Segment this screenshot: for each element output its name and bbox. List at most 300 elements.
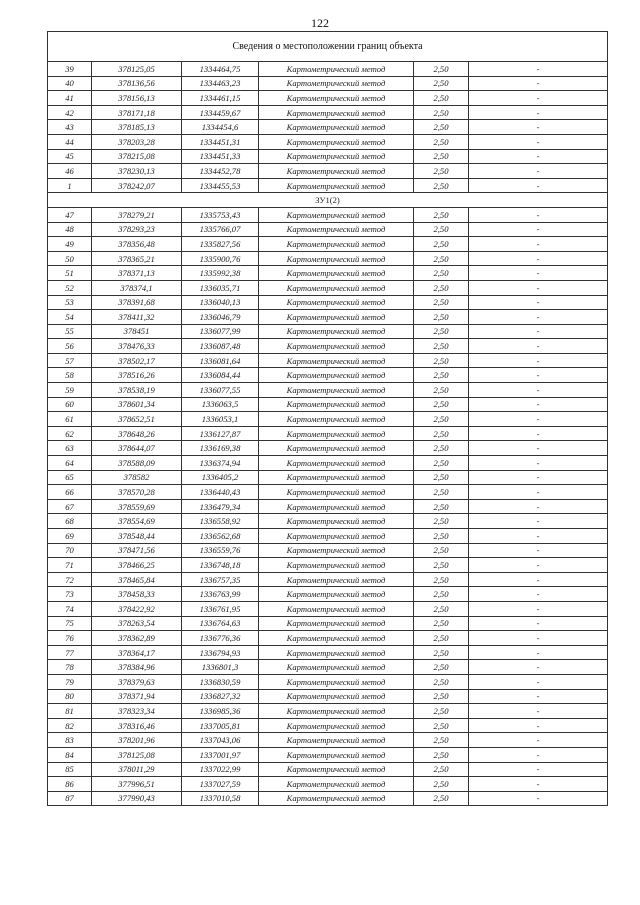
cell-description: - <box>469 747 608 762</box>
cell-coord-x: 378570,28 <box>92 485 182 500</box>
cell-accuracy: 2,50 <box>414 383 469 398</box>
cell-coord-y: 1336440,43 <box>182 485 259 500</box>
cell-accuracy: 2,50 <box>414 543 469 558</box>
cell-coord-x: 378201,96 <box>92 733 182 748</box>
cell-point-number: 44 <box>48 134 92 149</box>
cell-point-number: 39 <box>48 62 92 77</box>
cell-coord-y: 1336830,59 <box>182 674 259 689</box>
cell-method: Картометрический метод <box>259 529 414 544</box>
cell-point-number: 82 <box>48 718 92 733</box>
cell-method: Картометрический метод <box>259 747 414 762</box>
table-title: Сведения о местоположении границ объекта <box>48 32 608 62</box>
table-row <box>48 149 608 164</box>
cell-method: Картометрический метод <box>259 149 414 164</box>
cell-description: - <box>469 280 608 295</box>
cell-description: - <box>469 105 608 120</box>
cell-coord-y: 1336776,36 <box>182 631 259 646</box>
cell-point-number: 46 <box>48 164 92 179</box>
table-row <box>48 747 608 762</box>
table-row <box>48 120 608 135</box>
cell-accuracy: 2,50 <box>414 689 469 704</box>
cell-point-number: 87 <box>48 791 92 806</box>
cell-accuracy: 2,50 <box>414 631 469 646</box>
cell-method: Картометрический метод <box>259 601 414 616</box>
cell-coord-y: 1336405,2 <box>182 470 259 485</box>
cell-coord-x: 378365,21 <box>92 251 182 266</box>
cell-coord-y: 1336757,35 <box>182 572 259 587</box>
cell-point-number: 76 <box>48 631 92 646</box>
cell-coord-x: 378502,17 <box>92 353 182 368</box>
cell-point-number: 61 <box>48 412 92 427</box>
cell-description: - <box>469 295 608 310</box>
cell-description: - <box>469 266 608 281</box>
table-row <box>48 105 608 120</box>
cell-method: Картометрический метод <box>259 718 414 733</box>
cell-accuracy: 2,50 <box>414 120 469 135</box>
cell-coord-x: 378316,46 <box>92 718 182 733</box>
cell-accuracy: 2,50 <box>414 674 469 689</box>
cell-accuracy: 2,50 <box>414 572 469 587</box>
table-row <box>48 529 608 544</box>
cell-accuracy: 2,50 <box>414 222 469 237</box>
cell-accuracy: 2,50 <box>414 105 469 120</box>
cell-coord-y: 1336077,99 <box>182 324 259 339</box>
cell-coord-y: 1336559,76 <box>182 543 259 558</box>
cell-method: Картометрический метод <box>259 689 414 704</box>
cell-coord-y: 1336040,13 <box>182 295 259 310</box>
cell-method: Картометрический метод <box>259 572 414 587</box>
cell-method: Картометрический метод <box>259 660 414 675</box>
cell-point-number: 80 <box>48 689 92 704</box>
cell-description: - <box>469 339 608 354</box>
cell-point-number: 48 <box>48 222 92 237</box>
cell-point-number: 77 <box>48 645 92 660</box>
cell-coord-x: 378242,07 <box>92 178 182 193</box>
cell-description: - <box>469 499 608 514</box>
cell-accuracy: 2,50 <box>414 266 469 281</box>
cell-method: Картометрический метод <box>259 762 414 777</box>
cell-point-number: 1 <box>48 178 92 193</box>
table-row <box>48 207 608 222</box>
cell-point-number: 64 <box>48 456 92 471</box>
cell-point-number: 69 <box>48 529 92 544</box>
table-row <box>48 543 608 558</box>
cell-coord-x: 378644,07 <box>92 441 182 456</box>
cell-method: Картометрический метод <box>259 674 414 689</box>
cell-accuracy: 2,50 <box>414 601 469 616</box>
cell-description: - <box>469 718 608 733</box>
cell-description: - <box>469 120 608 135</box>
cell-coord-x: 378374,1 <box>92 280 182 295</box>
table-row <box>48 441 608 456</box>
cell-coord-x: 378466,25 <box>92 558 182 573</box>
cell-coord-x: 378125,08 <box>92 747 182 762</box>
table-row <box>48 762 608 777</box>
cell-coord-x: 378230,13 <box>92 164 182 179</box>
table-row <box>48 485 608 500</box>
cell-description: - <box>469 412 608 427</box>
cell-accuracy: 2,50 <box>414 558 469 573</box>
cell-point-number: 84 <box>48 747 92 762</box>
table-row <box>48 412 608 427</box>
cell-method: Картометрический метод <box>259 266 414 281</box>
cell-method: Картометрический метод <box>259 631 414 646</box>
cell-coord-x: 378391,68 <box>92 295 182 310</box>
cell-coord-y: 1335992,38 <box>182 266 259 281</box>
cell-description: - <box>469 558 608 573</box>
cell-coord-x: 378451 <box>92 324 182 339</box>
cell-coord-y: 1337022,99 <box>182 762 259 777</box>
cell-coord-x: 378554,69 <box>92 514 182 529</box>
table-row <box>48 310 608 325</box>
cell-accuracy: 2,50 <box>414 529 469 544</box>
cell-method: Картометрический метод <box>259 120 414 135</box>
cell-point-number: 59 <box>48 383 92 398</box>
cell-coord-y: 1336801,3 <box>182 660 259 675</box>
cell-coord-y: 1337001,97 <box>182 747 259 762</box>
cell-point-number: 41 <box>48 91 92 106</box>
cell-coord-y: 1334452,78 <box>182 164 259 179</box>
cell-coord-y: 1336748,18 <box>182 558 259 573</box>
cell-coord-x: 378559,69 <box>92 499 182 514</box>
cell-coord-y: 1336827,32 <box>182 689 259 704</box>
cell-method: Картометрический метод <box>259 91 414 106</box>
cell-description: - <box>469 470 608 485</box>
cell-coord-x: 378156,13 <box>92 91 182 106</box>
table-row <box>48 791 608 806</box>
cell-method: Картометрический метод <box>259 251 414 266</box>
table-row <box>48 339 608 354</box>
table-row <box>48 266 608 281</box>
cell-coord-y: 1336077,55 <box>182 383 259 398</box>
cell-accuracy: 2,50 <box>414 441 469 456</box>
cell-coord-x: 378384,96 <box>92 660 182 675</box>
cell-accuracy: 2,50 <box>414 485 469 500</box>
cell-description: - <box>469 704 608 719</box>
cell-accuracy: 2,50 <box>414 412 469 427</box>
cell-coord-y: 1336046,79 <box>182 310 259 325</box>
cell-accuracy: 2,50 <box>414 91 469 106</box>
title-row <box>48 32 608 62</box>
cell-coord-x: 378652,51 <box>92 412 182 427</box>
cell-accuracy: 2,50 <box>414 426 469 441</box>
table-row <box>48 689 608 704</box>
cell-method: Картометрический метод <box>259 222 414 237</box>
cell-coord-y: 1336087,48 <box>182 339 259 354</box>
cell-point-number: 53 <box>48 295 92 310</box>
cell-coord-x: 378356,48 <box>92 237 182 252</box>
cell-coord-y: 1334464,75 <box>182 62 259 77</box>
cell-method: Картометрический метод <box>259 383 414 398</box>
cell-accuracy: 2,50 <box>414 310 469 325</box>
cell-coord-x: 378548,44 <box>92 529 182 544</box>
cell-description: - <box>469 762 608 777</box>
cell-point-number: 54 <box>48 310 92 325</box>
cell-coord-x: 378011,29 <box>92 762 182 777</box>
cell-method: Картометрический метод <box>259 397 414 412</box>
table-row <box>48 324 608 339</box>
cell-coord-y: 1334461,15 <box>182 91 259 106</box>
table-row <box>48 222 608 237</box>
cell-point-number: 57 <box>48 353 92 368</box>
cell-method: Картометрический метод <box>259 485 414 500</box>
cell-point-number: 67 <box>48 499 92 514</box>
cell-point-number: 72 <box>48 572 92 587</box>
cell-method: Картометрический метод <box>259 134 414 149</box>
cell-accuracy: 2,50 <box>414 149 469 164</box>
table-row <box>48 631 608 646</box>
cell-method: Картометрический метод <box>259 543 414 558</box>
cell-description: - <box>469 485 608 500</box>
cell-description: - <box>469 383 608 398</box>
cell-coord-y: 1334459,67 <box>182 105 259 120</box>
cell-point-number: 81 <box>48 704 92 719</box>
cell-coord-x: 378538,19 <box>92 383 182 398</box>
cell-method: Картометрический метод <box>259 324 414 339</box>
cell-point-number: 85 <box>48 762 92 777</box>
cell-description: - <box>469 660 608 675</box>
cell-coord-y: 1337010,58 <box>182 791 259 806</box>
cell-description: - <box>469 222 608 237</box>
cell-coord-y: 1335900,76 <box>182 251 259 266</box>
table-row <box>48 76 608 91</box>
cell-coord-y: 1335827,56 <box>182 237 259 252</box>
cell-method: Картометрический метод <box>259 310 414 325</box>
cell-method: Картометрический метод <box>259 587 414 602</box>
cell-method: Картометрический метод <box>259 237 414 252</box>
cell-description: - <box>469 134 608 149</box>
cell-accuracy: 2,50 <box>414 62 469 77</box>
boundary-coordinates-table <box>47 31 608 806</box>
cell-coord-y: 1336169,38 <box>182 441 259 456</box>
cell-accuracy: 2,50 <box>414 747 469 762</box>
cell-coord-y: 1336084,44 <box>182 368 259 383</box>
cell-coord-x: 378476,33 <box>92 339 182 354</box>
cell-coord-x: 378323,34 <box>92 704 182 719</box>
table-row <box>48 426 608 441</box>
cell-coord-x: 378279,21 <box>92 207 182 222</box>
cell-point-number: 78 <box>48 660 92 675</box>
cell-method: Картометрический метод <box>259 353 414 368</box>
cell-method: Картометрический метод <box>259 105 414 120</box>
cell-description: - <box>469 164 608 179</box>
cell-accuracy: 2,50 <box>414 456 469 471</box>
table-row <box>48 704 608 719</box>
table-row <box>48 295 608 310</box>
table-row <box>48 601 608 616</box>
cell-point-number: 58 <box>48 368 92 383</box>
cell-coord-x: 378516,26 <box>92 368 182 383</box>
cell-coord-x: 378185,13 <box>92 120 182 135</box>
table-row <box>48 456 608 471</box>
cell-accuracy: 2,50 <box>414 251 469 266</box>
cell-accuracy: 2,50 <box>414 733 469 748</box>
cell-coord-y: 1336562,68 <box>182 529 259 544</box>
cell-coord-x: 378411,32 <box>92 310 182 325</box>
group-label: ЗУ1(2) <box>48 193 608 208</box>
cell-coord-y: 1334463,23 <box>182 76 259 91</box>
cell-description: - <box>469 543 608 558</box>
cell-coord-x: 378293,23 <box>92 222 182 237</box>
cell-description: - <box>469 397 608 412</box>
cell-coord-x: 378465,84 <box>92 572 182 587</box>
cell-accuracy: 2,50 <box>414 353 469 368</box>
table-row <box>48 718 608 733</box>
cell-description: - <box>469 91 608 106</box>
cell-point-number: 60 <box>48 397 92 412</box>
cell-method: Картометрический метод <box>259 456 414 471</box>
table-row <box>48 397 608 412</box>
cell-coord-x: 378422,92 <box>92 601 182 616</box>
cell-method: Картометрический метод <box>259 514 414 529</box>
cell-method: Картометрический метод <box>259 470 414 485</box>
cell-accuracy: 2,50 <box>414 616 469 631</box>
cell-point-number: 70 <box>48 543 92 558</box>
cell-coord-x: 378458,33 <box>92 587 182 602</box>
cell-accuracy: 2,50 <box>414 514 469 529</box>
cell-point-number: 68 <box>48 514 92 529</box>
page-number: 122 <box>311 16 329 30</box>
cell-point-number: 56 <box>48 339 92 354</box>
cell-method: Картометрический метод <box>259 368 414 383</box>
cell-coord-x: 378136,56 <box>92 76 182 91</box>
cell-method: Картометрический метод <box>259 704 414 719</box>
cell-coord-x: 378588,09 <box>92 456 182 471</box>
table-body <box>48 32 608 806</box>
cell-description: - <box>469 674 608 689</box>
cell-description: - <box>469 587 608 602</box>
cell-point-number: 66 <box>48 485 92 500</box>
table-row <box>48 587 608 602</box>
cell-description: - <box>469 514 608 529</box>
cell-point-number: 55 <box>48 324 92 339</box>
cell-coord-x: 378171,18 <box>92 105 182 120</box>
cell-method: Картометрический метод <box>259 426 414 441</box>
cell-point-number: 79 <box>48 674 92 689</box>
cell-description: - <box>469 178 608 193</box>
cell-method: Картометрический метод <box>259 178 414 193</box>
cell-coord-x: 378364,17 <box>92 645 182 660</box>
cell-coord-y: 1336985,36 <box>182 704 259 719</box>
cell-point-number: 86 <box>48 777 92 792</box>
table-row <box>48 368 608 383</box>
cell-method: Картометрический метод <box>259 164 414 179</box>
cell-coord-y: 1334451,31 <box>182 134 259 149</box>
cell-method: Картометрический метод <box>259 791 414 806</box>
cell-coord-y: 1336035,71 <box>182 280 259 295</box>
cell-accuracy: 2,50 <box>414 777 469 792</box>
group-row <box>48 193 608 208</box>
cell-point-number: 75 <box>48 616 92 631</box>
table-row <box>48 616 608 631</box>
cell-accuracy: 2,50 <box>414 178 469 193</box>
cell-accuracy: 2,50 <box>414 324 469 339</box>
table-row <box>48 558 608 573</box>
table-row <box>48 499 608 514</box>
cell-accuracy: 2,50 <box>414 164 469 179</box>
boundary-coordinates-sheet <box>47 31 607 806</box>
cell-coord-y: 1336763,99 <box>182 587 259 602</box>
cell-description: - <box>469 237 608 252</box>
cell-description: - <box>469 601 608 616</box>
cell-coord-y: 1335753,43 <box>182 207 259 222</box>
cell-point-number: 50 <box>48 251 92 266</box>
cell-coord-x: 378362,89 <box>92 631 182 646</box>
table-row <box>48 777 608 792</box>
table-row <box>48 237 608 252</box>
cell-method: Картометрический метод <box>259 207 414 222</box>
table-row <box>48 353 608 368</box>
cell-accuracy: 2,50 <box>414 660 469 675</box>
cell-description: - <box>469 251 608 266</box>
cell-method: Картометрический метод <box>259 62 414 77</box>
table-row <box>48 660 608 675</box>
cell-description: - <box>469 76 608 91</box>
table-row <box>48 164 608 179</box>
table-row <box>48 280 608 295</box>
cell-method: Картометрический метод <box>259 295 414 310</box>
cell-method: Картометрический метод <box>259 339 414 354</box>
cell-point-number: 83 <box>48 733 92 748</box>
cell-method: Картометрический метод <box>259 777 414 792</box>
table-row <box>48 383 608 398</box>
table-row <box>48 733 608 748</box>
cell-point-number: 47 <box>48 207 92 222</box>
cell-coord-x: 377996,51 <box>92 777 182 792</box>
cell-accuracy: 2,50 <box>414 280 469 295</box>
cell-coord-y: 1337043,06 <box>182 733 259 748</box>
cell-coord-y: 1337027,59 <box>182 777 259 792</box>
cell-coord-x: 378379,63 <box>92 674 182 689</box>
table-row <box>48 645 608 660</box>
cell-description: - <box>469 207 608 222</box>
cell-description: - <box>469 733 608 748</box>
cell-point-number: 40 <box>48 76 92 91</box>
cell-description: - <box>469 645 608 660</box>
cell-method: Картометрический метод <box>259 645 414 660</box>
cell-coord-y: 1336558,92 <box>182 514 259 529</box>
cell-description: - <box>469 689 608 704</box>
cell-method: Картометрический метод <box>259 733 414 748</box>
cell-point-number: 43 <box>48 120 92 135</box>
cell-coord-y: 1335766,07 <box>182 222 259 237</box>
cell-method: Картометрический метод <box>259 499 414 514</box>
cell-accuracy: 2,50 <box>414 207 469 222</box>
cell-description: - <box>469 353 608 368</box>
cell-coord-y: 1334455,53 <box>182 178 259 193</box>
table-row <box>48 470 608 485</box>
cell-coord-x: 378371,94 <box>92 689 182 704</box>
cell-point-number: 65 <box>48 470 92 485</box>
cell-description: - <box>469 631 608 646</box>
cell-accuracy: 2,50 <box>414 470 469 485</box>
cell-coord-x: 378471,56 <box>92 543 182 558</box>
cell-description: - <box>469 426 608 441</box>
cell-coord-y: 1336053,1 <box>182 412 259 427</box>
cell-coord-x: 378648,26 <box>92 426 182 441</box>
cell-coord-x: 378203,28 <box>92 134 182 149</box>
cell-description: - <box>469 310 608 325</box>
cell-description: - <box>469 777 608 792</box>
cell-accuracy: 2,50 <box>414 704 469 719</box>
cell-description: - <box>469 572 608 587</box>
table-row <box>48 134 608 149</box>
cell-coord-x: 377990,43 <box>92 791 182 806</box>
cell-coord-x: 378371,13 <box>92 266 182 281</box>
table-row <box>48 572 608 587</box>
cell-coord-x: 378215,08 <box>92 149 182 164</box>
cell-accuracy: 2,50 <box>414 587 469 602</box>
